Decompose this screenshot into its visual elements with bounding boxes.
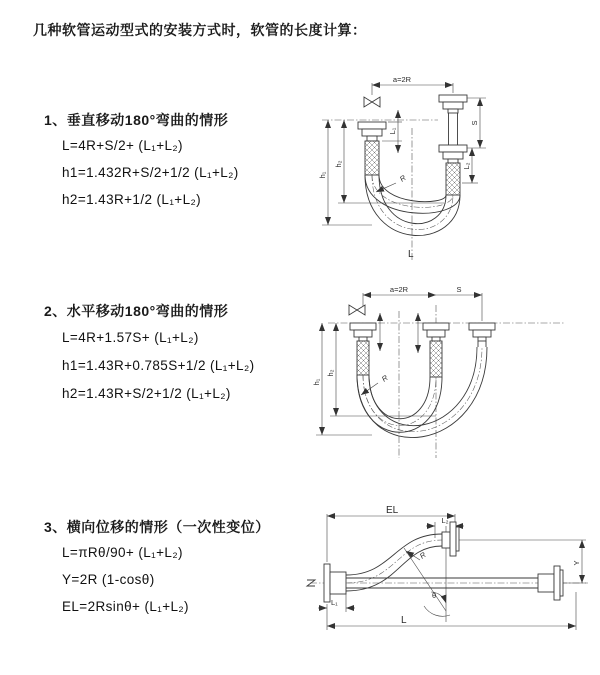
hose-loops: [357, 347, 487, 438]
dim-label-s: S: [456, 285, 462, 294]
left-fitting: [350, 323, 376, 375]
section-3-formula-Y: Y=2R (1-cosθ): [62, 572, 155, 587]
right-fitting-upper: [439, 95, 467, 145]
radius-construction: [404, 548, 450, 616]
section-3-formula-L: L=πRθ/90+ (L₁+L₂): [62, 545, 183, 560]
diagram-vertical-180-bend: [312, 70, 590, 270]
dim-label-h2: h₂: [326, 369, 335, 377]
page-title: 几种软管运动型式的安装方式时，软管的长度计算：: [33, 22, 367, 38]
dim-label-r: R: [397, 173, 408, 184]
section-2-formula-h2: h2=1.43R+S/2+1/2 (L₁+L₂): [62, 386, 231, 401]
left-fitting: [358, 122, 386, 175]
right-fitting-moved: [469, 323, 495, 347]
dim-label-theta: θ: [432, 591, 437, 600]
dim-label-el: EL: [386, 505, 399, 516]
upper-flange: [442, 522, 459, 556]
dim-label-h2: h₂: [334, 160, 343, 168]
section-1-heading: 1、垂直移动180°弯曲的情形: [44, 112, 229, 128]
dim-label-h1: h₁: [312, 378, 321, 386]
dim-label-h1: h₁: [318, 171, 327, 179]
s-curve-hose: [346, 534, 442, 591]
right-flange-lower: [538, 566, 563, 600]
dim-label-l2: L₂: [441, 516, 449, 525]
dim-label-r: R: [379, 373, 390, 384]
dim-label-r: R: [417, 550, 428, 561]
middle-fitting: [423, 323, 449, 377]
valve-symbol: [364, 97, 380, 107]
section-2-formula-L: L=4R+1.57S+ (L₁+L₂): [62, 330, 199, 345]
left-flange: [324, 564, 346, 602]
valve-symbol: [349, 305, 365, 315]
dim-label-l: L: [408, 249, 414, 260]
dim-label-l: L: [401, 615, 407, 626]
dim-label-l1: L₁: [331, 598, 338, 607]
section-1-formula-h1: h1=1.432R+S/2+1/2 (L₁+L₂): [62, 165, 239, 180]
section-1-formula-h2: h2=1.43R+1/2 (L₁+L₂): [62, 192, 202, 207]
dim-label-a2r: a=2R: [392, 75, 412, 84]
diagram-horizontal-180-bend: [306, 283, 594, 468]
section-1-formula-L: L=4R+S/2+ (L₁+L₂): [62, 138, 183, 153]
section-2-formula-h1: h1=1.43R+0.785S+1/2 (L₁+L₂): [62, 358, 255, 373]
section-3-heading: 3、横向位移的情形（一次性变位）: [44, 519, 270, 535]
dim-label-y: Y: [572, 560, 581, 566]
dim-label-s: S: [470, 120, 479, 126]
dim-label-l1: L₁: [388, 127, 397, 135]
diagram-lateral-displacement: [298, 496, 598, 646]
section-2-heading: 2、水平移动180°弯曲的情形: [44, 303, 229, 319]
dim-label-l2: L₂: [462, 162, 471, 170]
section-3-formula-EL: EL=2Rsinθ+ (L₁+L₂): [62, 599, 189, 614]
dim-label-a2r: a=2R: [389, 285, 409, 294]
